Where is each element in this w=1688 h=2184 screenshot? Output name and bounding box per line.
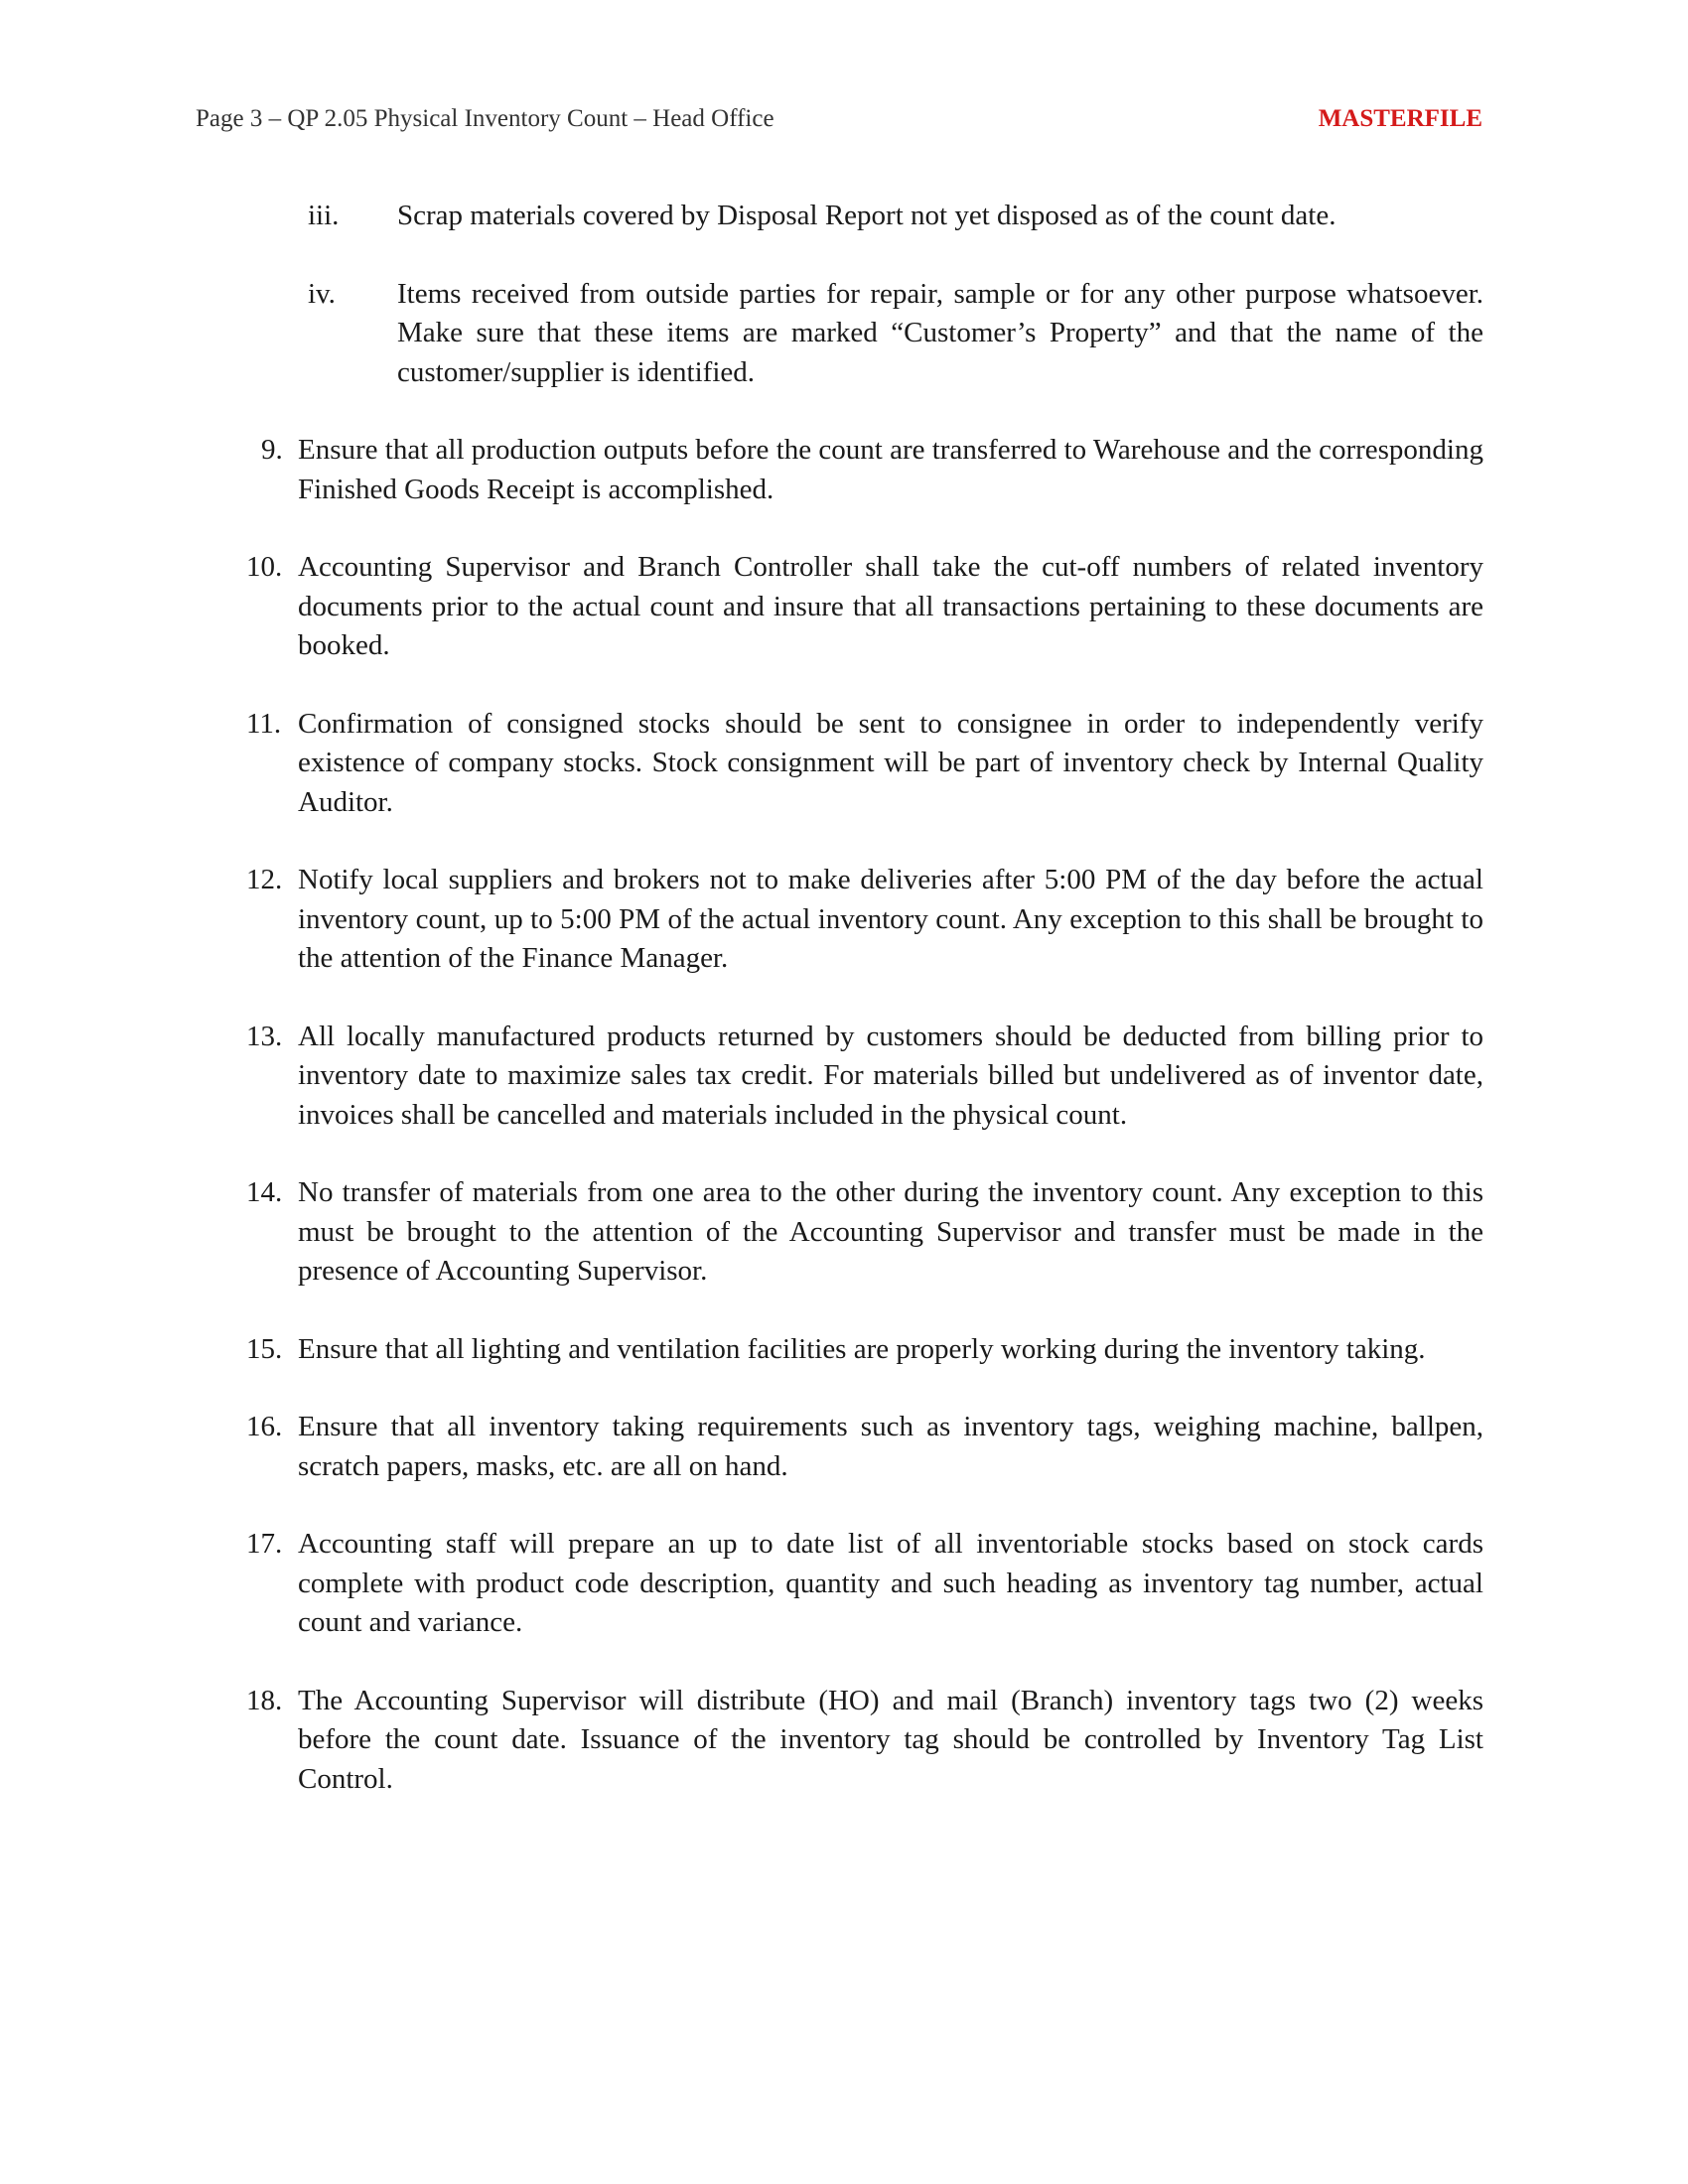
sub-item-marker: iv. xyxy=(308,277,336,310)
item-number: 15. xyxy=(246,1332,283,1365)
list-item-11 xyxy=(246,705,1483,823)
item-number: 18. xyxy=(246,1684,283,1716)
item-text: All locally manufactured products returned by customers should be deducted from billing prior to inventory date to maximize sales tax credit. For materials billed but undelivered as of inventor date, invoices shall be cancelled and materials included in the physical count. xyxy=(298,1020,1483,1131)
item-text: No transfer of materials from one area to the other during the inventory count. Any exception to this must be brought to the attention of the Accounting Supervisor and transfer must be made in the presence of Accounting Supervisor. xyxy=(298,1176,1483,1287)
header-title: Page 3 – QP 2.05 Physical Inventory Count – Head Office xyxy=(196,105,774,132)
item-text: Ensure that all production outputs before the count are transferred to Warehouse and the corresponding Finished Goods Receipt is accomplished. xyxy=(298,434,1483,505)
list-item-14 xyxy=(246,1173,1483,1292)
list-item-12 xyxy=(246,861,1483,979)
list-item-17 xyxy=(246,1525,1483,1643)
item-text: The Accounting Supervisor will distribute (HO) and mail (Branch) inventory tags two (2) weeks before the count date. Issuance of the inventory tag should be controlled by Inventory Tag List Control. xyxy=(298,1684,1483,1795)
sub-list-item xyxy=(308,197,1483,236)
masterfile-label: MASTERFILE xyxy=(1318,105,1482,132)
item-text: Ensure that all inventory taking requirements such as inventory tags, weighing machine, ballpen, scratch papers, masks, etc. are all on hand. xyxy=(298,1411,1483,1482)
page-header xyxy=(196,99,1482,139)
item-number: 12. xyxy=(246,864,283,895)
sub-item-text: Items received from outside parties for repair, sample or for any other purpose whatsoever. Make sure that these items are marked “Customer’s Property” and that the name of the customer/supplier is identified. xyxy=(397,277,1483,388)
item-text: Accounting Supervisor and Branch Controller shall take the cut-off numbers of related inventory documents prior to the actual count and insure that all transactions pertaining to these documents are booked. xyxy=(298,551,1483,661)
item-text: Notify local suppliers and brokers not to make deliveries after 5:00 PM of the day before the actual inventory count, up to 5:00 PM of the actual inventory count. Any exception to this shall be brought to the attention of the Finance Manager. xyxy=(298,864,1483,974)
item-text: Ensure that all lighting and ventilation facilities are properly working during the inventory taking. xyxy=(298,1332,1426,1365)
sub-list-item xyxy=(308,275,1483,393)
item-number: 11. xyxy=(246,707,282,740)
item-number: 17. xyxy=(246,1528,283,1560)
item-number: 16. xyxy=(246,1411,283,1442)
item-number: 9. xyxy=(261,434,283,466)
list-item-18 xyxy=(246,1682,1483,1800)
list-item-13 xyxy=(246,1018,1483,1136)
item-text: Confirmation of consigned stocks should be sent to consignee in order to independently verify existence of company stocks. Stock consignment will be part of inventory check by Internal Quality Auditor. xyxy=(298,707,1483,818)
sub-item-marker: iii. xyxy=(308,200,340,231)
item-number: 10. xyxy=(246,551,283,583)
sub-item-text: Scrap materials covered by Disposal Report not yet disposed as of the count date. xyxy=(397,200,1336,231)
item-text: Accounting staff will prepare an up to date list of all inventoriable stocks based on stock cards complete with product code description, quantity and such heading as inventory tag number, actual count and variance. xyxy=(298,1528,1483,1638)
item-number: 13. xyxy=(246,1020,283,1052)
list-item-16 xyxy=(246,1408,1483,1486)
list-item-9 xyxy=(261,431,1483,509)
list-item-10 xyxy=(246,548,1483,666)
item-number: 14. xyxy=(246,1176,283,1208)
procedure-body xyxy=(0,197,1688,1838)
list-item-15 xyxy=(246,1330,1483,1370)
